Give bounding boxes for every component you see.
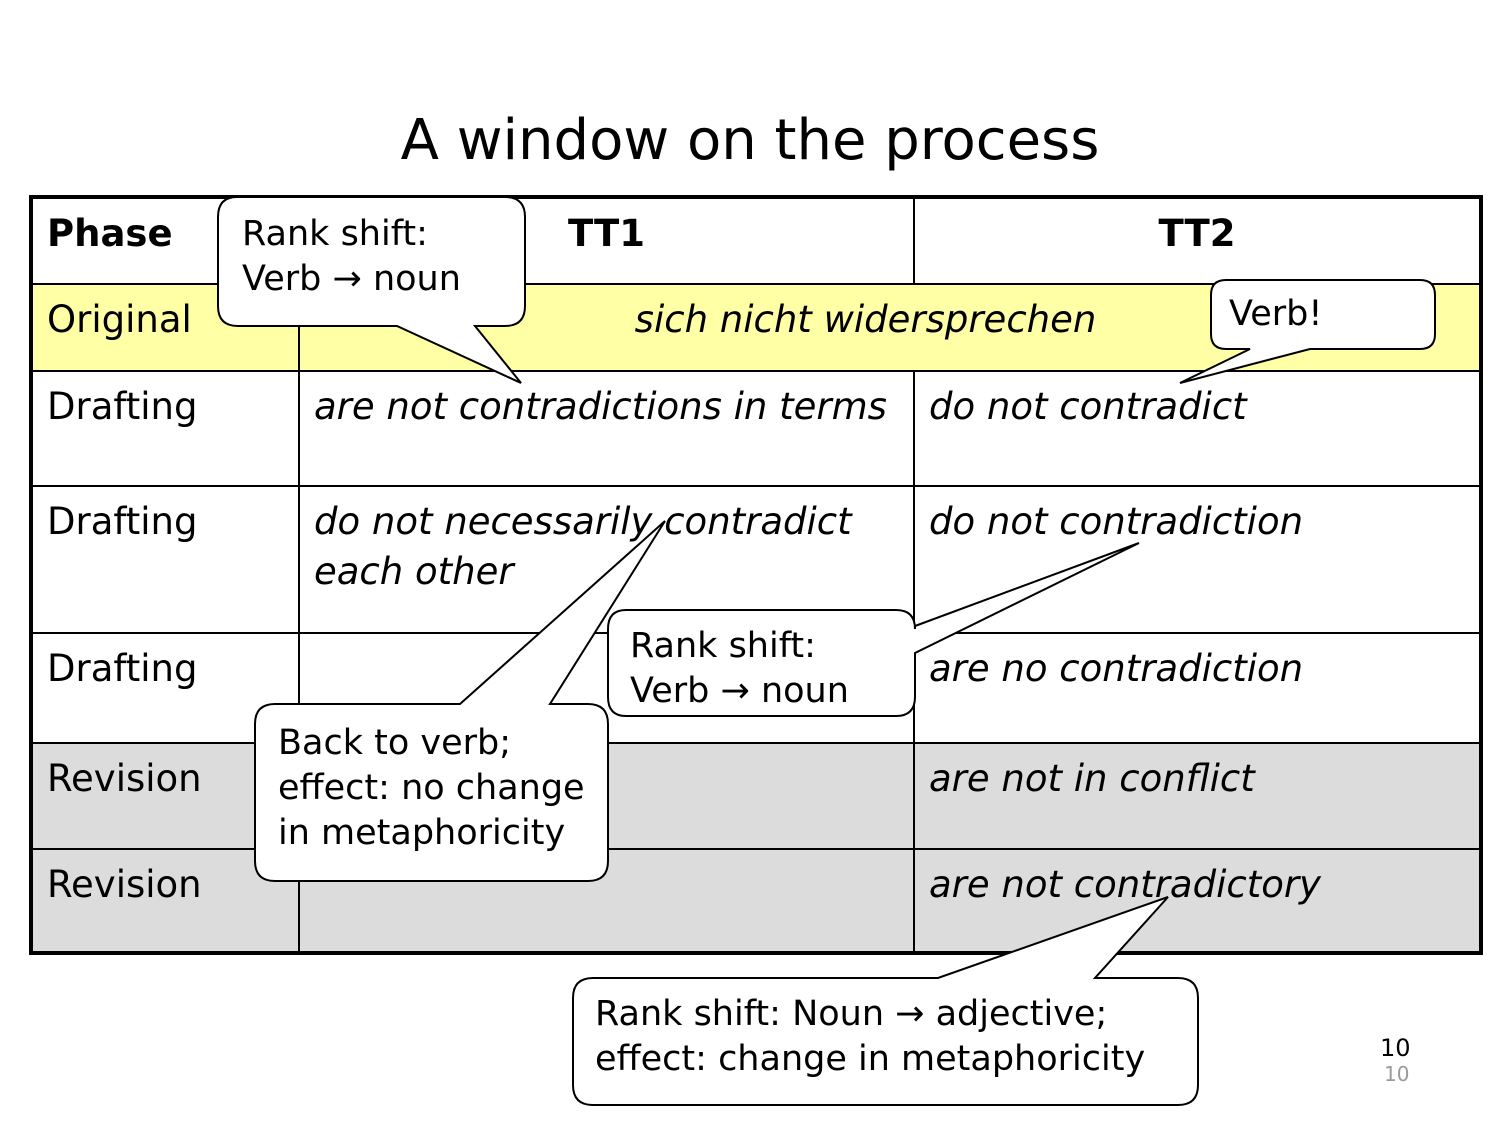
- row-phase: Revision: [31, 743, 299, 849]
- callout-3-text: Rank shift: Verb → noun: [630, 626, 849, 711]
- row-phase: Drafting: [31, 633, 299, 743]
- callout-1-text: Rank shift: Verb → noun: [242, 214, 461, 299]
- original-phase: Original: [31, 284, 299, 371]
- header-tt1: TT1: [299, 197, 914, 284]
- row-tt1: do not necessarily contradict each other: [299, 486, 914, 633]
- row-tt1: are not contradictions in terms: [299, 371, 914, 486]
- header-phase: Phase: [31, 197, 299, 284]
- row-tt2: are not contradictory: [914, 849, 1481, 953]
- row-phase: Drafting: [31, 486, 299, 633]
- row-tt2: are not in conflict: [914, 743, 1481, 849]
- original-text: sich nicht widersprechen: [299, 284, 1481, 371]
- header-tt2: TT2: [914, 197, 1481, 284]
- slide-title: A window on the process: [400, 108, 1100, 173]
- callout-5-text: Rank shift: Noun → adjective; effect: change in metaphoricity: [595, 994, 1146, 1079]
- row-phase: Revision: [31, 849, 299, 953]
- row-tt2: do not contradict: [914, 371, 1481, 486]
- row-tt2: do not contradiction: [914, 486, 1481, 633]
- page-number: 10: [1380, 1034, 1411, 1062]
- page-number-shadow: 10: [1384, 1062, 1410, 1086]
- callout-4-text: Back to verb; effect: no change in metaphoricity: [278, 723, 585, 853]
- row-tt2: are no contradiction: [914, 633, 1481, 743]
- row-phase: Drafting: [31, 371, 299, 486]
- callout-2-text: Verb!: [1229, 294, 1323, 334]
